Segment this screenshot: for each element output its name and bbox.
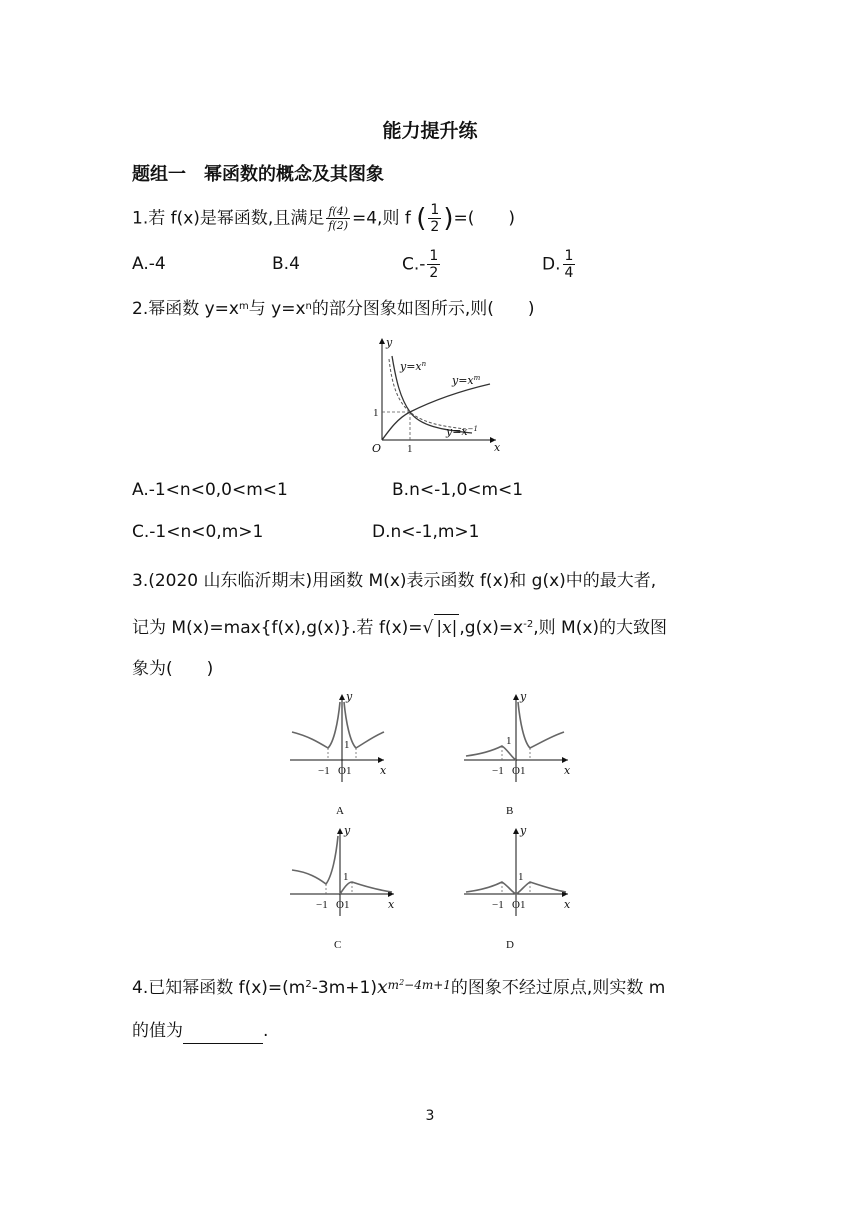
- question-3-line-3: 象为( ): [132, 659, 214, 679]
- q2-label-y: y: [386, 336, 393, 349]
- q1-option-d-fraction: [563, 248, 576, 281]
- graph-a-label-one: 1: [344, 739, 350, 751]
- graph-c-label-one: 1: [343, 871, 349, 883]
- q4-answer-blank[interactable]: [183, 1025, 263, 1044]
- q1-argument-numerator: 1: [430, 202, 440, 218]
- q2-figure: [362, 334, 507, 458]
- graph-b-caption: B: [506, 805, 514, 817]
- question-3-line-2: [132, 614, 667, 641]
- graph-c-label-x: x: [388, 898, 395, 911]
- q3-text-c: ,则 M(x)的大致图: [533, 618, 668, 638]
- q3-graph-a: [288, 692, 388, 820]
- graph-d-label-y: y: [520, 826, 527, 837]
- q2-exponent-n: n: [305, 301, 312, 312]
- q4-exponent-expression: [388, 978, 451, 992]
- q4-exp-rest: −4m+1: [404, 978, 451, 992]
- q1-argument-denominator: 2: [430, 219, 440, 235]
- q4-exp-sup2: 2: [399, 978, 405, 987]
- q1-paren-close: ): [443, 203, 454, 234]
- graph-a-label-x: x: [380, 764, 387, 777]
- q1-option-b: B.4: [272, 254, 300, 274]
- question-1-stem: [132, 202, 515, 235]
- q3-sqrt-sign: √: [422, 618, 434, 638]
- q4-text-c: 的图象不经过原点,则实数 m: [450, 978, 666, 998]
- q1-option-c-denominator: 2: [429, 265, 439, 281]
- q3-graph-b: [462, 692, 572, 820]
- graph-b-label-x: x: [564, 764, 571, 777]
- graph-a-label-y: y: [346, 692, 353, 703]
- q4-text-b: -3m+1): [311, 978, 377, 998]
- q1-option-c-prefix: C.-: [402, 254, 426, 275]
- q2-label-origin: O: [372, 442, 382, 455]
- graph-a-caption: A: [336, 805, 344, 817]
- q2-label-curve-neg1: $y=x^{-1}$: [446, 425, 478, 438]
- question-4-line-1: [132, 974, 665, 1002]
- page-number: 3: [425, 1108, 435, 1124]
- question-4-line-2: [132, 1018, 268, 1044]
- q1-option-d-denominator: 4: [564, 265, 574, 281]
- section-heading: 题组一 幂函数的概念及其图象: [132, 164, 384, 185]
- graph-b-label-o1: O1: [512, 765, 526, 777]
- question-3-line-1: 3.(2020 山东临沂期末)用函数 M(x)表示函数 f(x)和 g(x)中的最大者,: [132, 571, 657, 591]
- q2-text-a: 2.幂函数 y=x: [132, 299, 239, 319]
- q1-option-c-fraction: [427, 248, 440, 281]
- q2-option-b: B.n<-1,0<m<1: [392, 480, 524, 500]
- q1-fraction: [326, 205, 350, 232]
- q2-label-curve-m: $y=x^m$: [452, 374, 481, 387]
- q1-option-d-prefix: D.: [542, 254, 561, 275]
- q4-variable-x: x: [376, 976, 388, 998]
- q3-sqrt-content: |x|: [434, 614, 459, 641]
- q1-text-mid: =4,则 f: [352, 208, 417, 229]
- q1-fraction-numerator: f(4): [328, 205, 348, 218]
- q3-graph-d: [462, 826, 572, 954]
- graph-b-label-y: y: [520, 692, 527, 703]
- q2-text-b: 与 y=x: [248, 299, 306, 319]
- q1-option-a: A.-4: [132, 254, 166, 274]
- graph-d-label-one: 1: [518, 871, 524, 883]
- q2-label-one-x: 1: [407, 443, 413, 455]
- q2-option-d: D.n<-1,m>1: [372, 522, 480, 542]
- q1-option-c-numerator: 1: [429, 248, 439, 264]
- graph-c-label-o1: O1: [336, 899, 350, 911]
- q3-text-a: 记为 M(x)=max{f(x),g(x)}.若 f(x)=: [132, 618, 423, 638]
- q4-text-end: .: [263, 1021, 269, 1041]
- graph-b-label-one: 1: [506, 735, 512, 747]
- q2-option-c: C.-1<n<0,m>1: [132, 522, 264, 542]
- q2-label-x: x: [494, 441, 501, 454]
- q1-text-pre: 1.若 f(x)是幂函数,且满足: [132, 208, 325, 229]
- page-title: 能力提升练: [382, 120, 478, 142]
- q4-text-a: 4.已知幂函数 f(x)=(m: [132, 978, 306, 998]
- q2-y-axis-arrow: [379, 338, 385, 344]
- question-2-stem: [132, 296, 535, 322]
- q1-argument-fraction: [428, 202, 441, 235]
- q4-exp-m: m: [387, 978, 400, 992]
- q1-option-c: [402, 248, 442, 281]
- q2-label-one-y: 1: [373, 407, 379, 419]
- graph-d-label-x: x: [564, 898, 571, 911]
- q1-option-d-numerator: 1: [564, 248, 574, 264]
- q1-option-d: [542, 248, 577, 281]
- graph-c-label-y: y: [344, 826, 351, 837]
- graph-c-label-neg1: −1: [316, 899, 328, 911]
- q3-text-b: ,g(x)=x: [459, 618, 524, 638]
- q3-exponent-neg2: -2: [523, 619, 534, 630]
- graph-b-label-neg1: −1: [492, 765, 504, 777]
- graph-d-label-neg1: −1: [492, 899, 504, 911]
- graph-d-label-o1: O1: [512, 899, 526, 911]
- graph-a-label-neg1: −1: [318, 765, 330, 777]
- graph-d-caption: D: [506, 939, 514, 951]
- q2-text-c: 的部分图象如图所示,则( ): [311, 299, 535, 319]
- q2-option-a: A.-1<n<0,0<m<1: [132, 480, 288, 500]
- q4-exponent-2: 2: [305, 979, 312, 990]
- q1-paren-open: (: [416, 203, 427, 234]
- q1-fraction-denominator: f(2): [328, 219, 348, 232]
- q3-graph-c: [288, 826, 398, 954]
- q2-label-curve-n: $y=x^n$: [400, 360, 427, 373]
- graph-a-label-o1: O1: [338, 765, 352, 777]
- q1-text-post: =( ): [453, 208, 516, 229]
- q4-text-line2: 的值为: [132, 1021, 183, 1041]
- graph-c-caption: C: [334, 939, 342, 951]
- q2-exponent-m: m: [239, 301, 249, 312]
